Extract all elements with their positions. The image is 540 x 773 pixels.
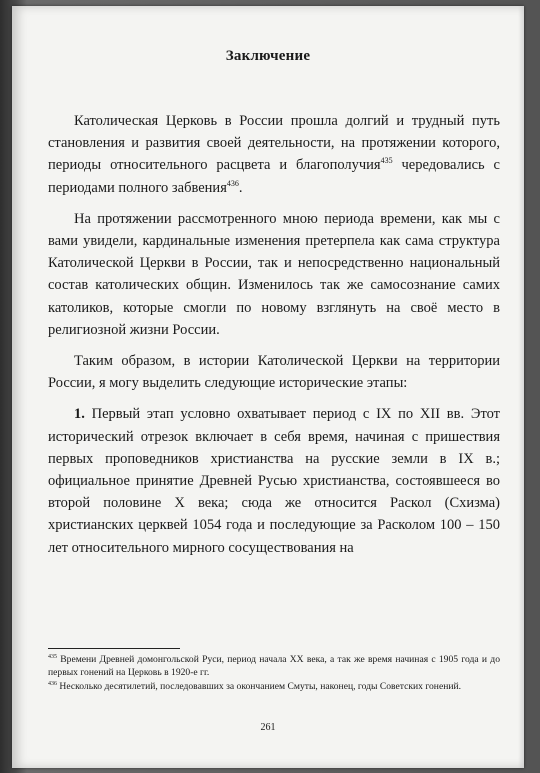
footnote-text: Времени Древней домонгольской Руси, период начала XX века, а так же время начиная с 1905 года и до первых гонений на Церковь в 1920-е гг. [48, 654, 500, 678]
paragraph-1-text-a: Католическая Церковь в России прошла долгий и трудный путь становления и развития своей деятельности, на протяжении которого, периоды относительного расцвета и благополучия [48, 113, 500, 174]
book-page [12, 6, 524, 768]
page-number: 261 [260, 722, 276, 733]
footnote-435 [48, 654, 500, 679]
paragraph-2: На протяжении рассмотренного мною периода времени, как мы с вами увидели, кардинальные изменения претерпела как сама структура Католической Церкви в России, так и непосредственно национальный состав католических общин. Изменилось так же самосознание самих католиков, которые смогли по новому взглянуть на своё место в религиозной жизни России. [48, 210, 500, 338]
paragraph-3: Таким образом, в истории Католической Церкви на территории России, я могу выделить следующие исторические этапы: [48, 353, 500, 392]
footnote-divider [48, 648, 180, 649]
list-number: 1. [74, 406, 85, 423]
footnote-436 [48, 681, 500, 694]
footnote-ref-435: 435 [380, 156, 393, 166]
paragraph-1 [48, 110, 500, 199]
paragraph-4 [48, 403, 500, 558]
footnote-number: 435 [48, 654, 57, 660]
footnotes [48, 654, 500, 696]
footnote-text: Несколько десятилетий, последовавших за окончанием Смуты, наконец, годы Советских гонений. [57, 681, 461, 693]
paragraph-4-text: Первый этап условно охватывает период с IX по XII вв. Этот исторический отрезок включает в себя время, начиная с пришествия первых проповедников христианства на русские земли в IX в.; официальное принятие Древней Русью христианства, состоявшееся во второй половине X века; сюда же относится Раскол (Схизма) христианских церквей 1054 года и последующие за Расколом 100 – 150 лет относительного мирного сосуществования на [48, 406, 500, 556]
paragraph-1-text-b: чередовались с периодами полного забвения [48, 157, 500, 196]
paragraph-1-text-c: . [238, 179, 243, 196]
footnote-number: 436 [48, 681, 57, 688]
page-edge [518, 6, 524, 768]
chapter-title: Заключение [225, 48, 311, 64]
body-text [48, 110, 500, 568]
footnote-ref-436: 436 [226, 178, 239, 188]
